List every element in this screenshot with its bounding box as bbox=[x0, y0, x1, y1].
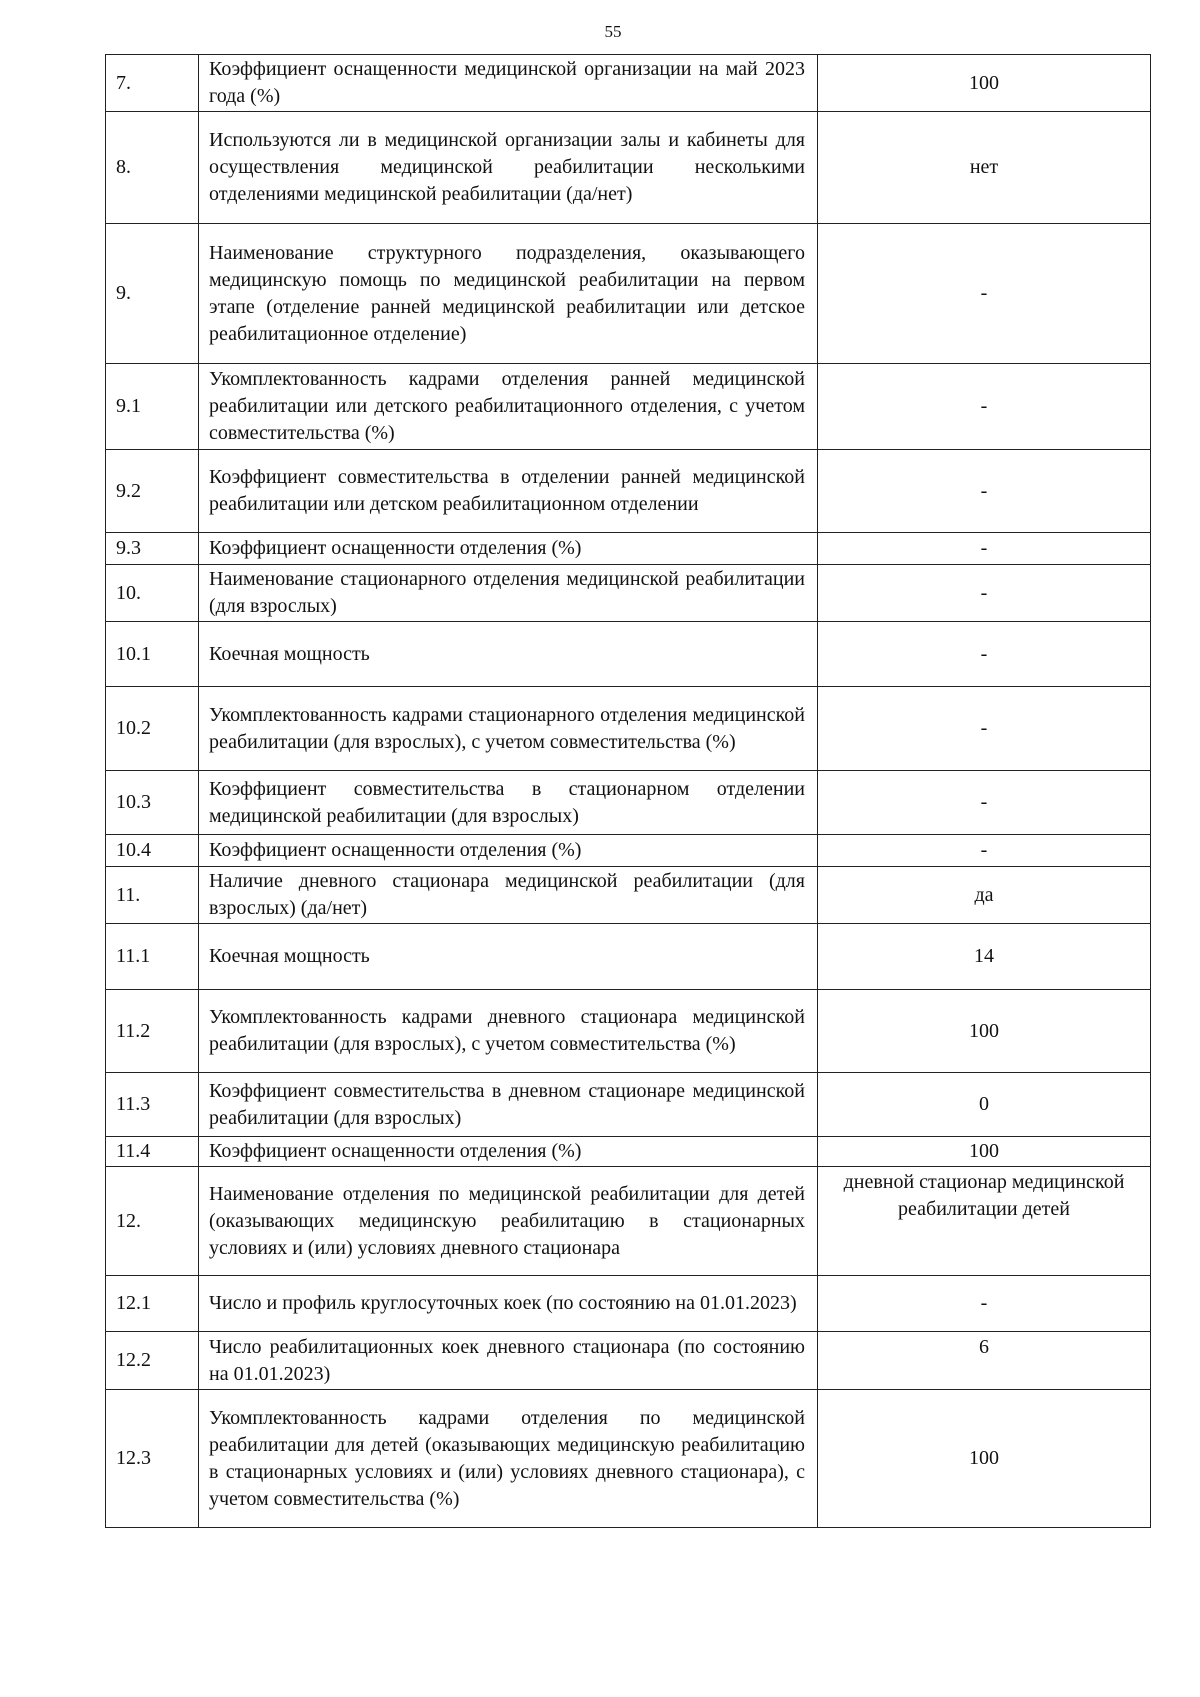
table-row bbox=[106, 112, 1151, 224]
row-description: Наличие дневного стационара медицинской реабилитации (для взрослых) (да/нет) bbox=[199, 867, 818, 924]
table-row bbox=[106, 1167, 1151, 1276]
row-number: 11.4 bbox=[106, 1137, 199, 1167]
table-row bbox=[106, 1073, 1151, 1137]
row-description: Коэффициент оснащенности отделения (%) bbox=[199, 835, 818, 867]
row-number: 12. bbox=[106, 1167, 199, 1276]
row-value: 100 bbox=[818, 1390, 1151, 1528]
row-value: - bbox=[818, 565, 1151, 622]
row-value: 100 bbox=[818, 990, 1151, 1073]
row-number: 12.2 bbox=[106, 1332, 199, 1390]
row-value: - bbox=[818, 224, 1151, 364]
table-row bbox=[106, 565, 1151, 622]
row-number: 12.3 bbox=[106, 1390, 199, 1528]
row-number: 10. bbox=[106, 565, 199, 622]
row-number: 9. bbox=[106, 224, 199, 364]
table-row bbox=[106, 1332, 1151, 1390]
row-number: 11. bbox=[106, 867, 199, 924]
row-value: - bbox=[818, 364, 1151, 450]
table-row bbox=[106, 990, 1151, 1073]
row-number: 10.2 bbox=[106, 687, 199, 771]
table-row bbox=[106, 924, 1151, 990]
row-number: 9.3 bbox=[106, 533, 199, 565]
table-row bbox=[106, 771, 1151, 835]
row-value: - bbox=[818, 835, 1151, 867]
row-number: 9.1 bbox=[106, 364, 199, 450]
row-description: Коэффициент оснащенности медицинской организации на май 2023 года (%) bbox=[199, 55, 818, 112]
row-description: Коэффициент совместительства в дневном стационаре медицинской реабилитации (для взрослых) bbox=[199, 1073, 818, 1137]
page-number: 55 bbox=[604, 22, 622, 41]
row-number: 8. bbox=[106, 112, 199, 224]
table-row bbox=[106, 224, 1151, 364]
row-value: - bbox=[818, 687, 1151, 771]
row-description: Укомплектованность кадрами отделения по медицинской реабилитации для детей (оказывающих медицинскую реабилитацию в стационарных условиях и (или) условиях дневного стационара), с учетом совместительства (%) bbox=[199, 1390, 818, 1528]
row-number: 10.4 bbox=[106, 835, 199, 867]
row-description: Коэффициент оснащенности отделения (%) bbox=[199, 1137, 818, 1167]
row-description: Укомплектованность кадрами стационарного отделения медицинской реабилитации (для взрослых), с учетом совместительства (%) bbox=[199, 687, 818, 771]
row-number: 12.1 bbox=[106, 1276, 199, 1332]
row-value: - bbox=[818, 533, 1151, 565]
table-row bbox=[106, 1276, 1151, 1332]
row-value: - bbox=[818, 450, 1151, 533]
row-description: Укомплектованность кадрами дневного стационара медицинской реабилитации (для взрослых), с учетом совместительства (%) bbox=[199, 990, 818, 1073]
table-row bbox=[106, 622, 1151, 687]
table-row bbox=[106, 450, 1151, 533]
row-description: Число и профиль круглосуточных коек (по состоянию на 01.01.2023) bbox=[199, 1276, 818, 1332]
row-number: 11.2 bbox=[106, 990, 199, 1073]
row-number: 9.2 bbox=[106, 450, 199, 533]
row-value: дневной стационар медицинской реабилитации детей bbox=[818, 1167, 1151, 1276]
row-description: Число реабилитационных коек дневного стационара (по состоянию на 01.01.2023) bbox=[199, 1332, 818, 1390]
table-row bbox=[106, 533, 1151, 565]
row-value: 100 bbox=[818, 1137, 1151, 1167]
row-value: - bbox=[818, 1276, 1151, 1332]
row-value: нет bbox=[818, 112, 1151, 224]
table-row bbox=[106, 867, 1151, 924]
rehabilitation-indicators-table bbox=[105, 54, 1151, 1528]
row-description: Коэффициент совместительства в стационарном отделении медицинской реабилитации (для взрослых) bbox=[199, 771, 818, 835]
row-value: - bbox=[818, 622, 1151, 687]
row-value: 6 bbox=[818, 1332, 1151, 1390]
table-row bbox=[106, 1137, 1151, 1167]
row-description: Используются ли в медицинской организации залы и кабинеты для осуществления медицинской реабилитации несколькими отделениями медицинской реабилитации (да/нет) bbox=[199, 112, 818, 224]
row-value: 0 bbox=[818, 1073, 1151, 1137]
row-description: Коечная мощность bbox=[199, 924, 818, 990]
table-row bbox=[106, 364, 1151, 450]
row-description: Коэффициент совместительства в отделении ранней медицинской реабилитации или детском реабилитационном отделении bbox=[199, 450, 818, 533]
row-description: Коечная мощность bbox=[199, 622, 818, 687]
row-number: 10.1 bbox=[106, 622, 199, 687]
table-row bbox=[106, 55, 1151, 112]
row-number: 7. bbox=[106, 55, 199, 112]
row-description: Наименование структурного подразделения, оказывающего медицинскую помощь по медицинской реабилитации на первом этапе (отделение ранней медицинской реабилитации или детское реабилитационное отделение) bbox=[199, 224, 818, 364]
row-description: Укомплектованность кадрами отделения ранней медицинской реабилитации или детского реабилитационного отделения, с учетом совместительства (%) bbox=[199, 364, 818, 450]
row-description: Коэффициент оснащенности отделения (%) bbox=[199, 533, 818, 565]
table-row bbox=[106, 835, 1151, 867]
row-value: да bbox=[818, 867, 1151, 924]
row-value: - bbox=[818, 771, 1151, 835]
row-value: 14 bbox=[818, 924, 1151, 990]
table-row bbox=[106, 1390, 1151, 1528]
row-number: 11.1 bbox=[106, 924, 199, 990]
row-description: Наименование стационарного отделения медицинской реабилитации (для взрослых) bbox=[199, 565, 818, 622]
row-value: 100 bbox=[818, 55, 1151, 112]
row-number: 10.3 bbox=[106, 771, 199, 835]
table-row bbox=[106, 687, 1151, 771]
row-description: Наименование отделения по медицинской реабилитации для детей (оказывающих медицинскую реабилитацию в стационарных условиях и (или) условиях дневного стационара bbox=[199, 1167, 818, 1276]
row-number: 11.3 bbox=[106, 1073, 199, 1137]
